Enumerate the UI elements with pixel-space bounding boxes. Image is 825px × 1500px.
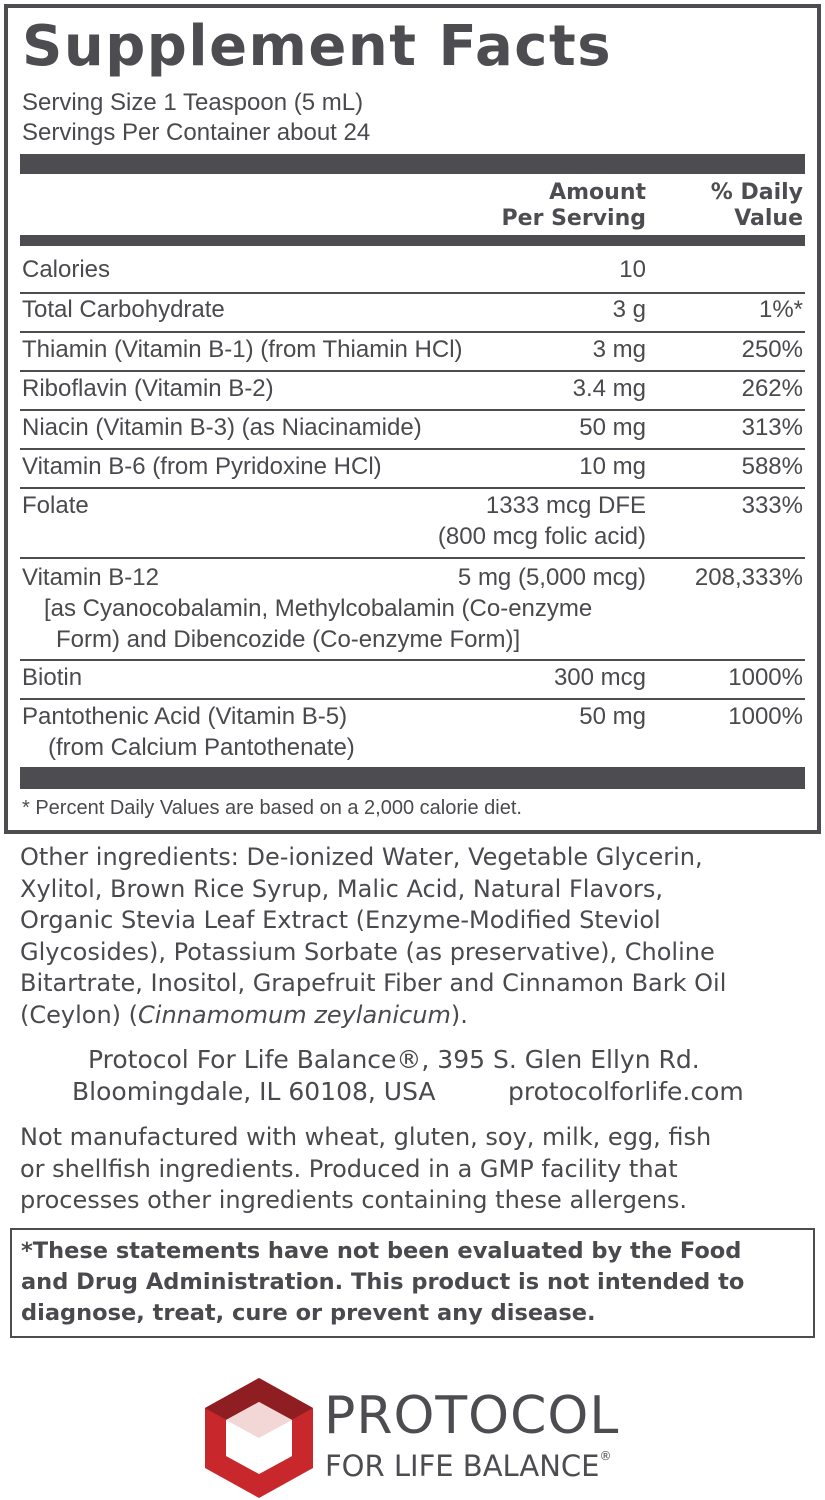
nutrient-detail: Form) and Dibencozide (Co-enzyme Form)]: [56, 626, 521, 653]
nutrient-name: Riboflavin (Vitamin B-2): [22, 375, 274, 402]
row-divider: [20, 698, 805, 700]
nutrient-name: Total Carbohydrate: [22, 296, 225, 323]
row-divider: [20, 370, 805, 372]
serving-size: Serving Size 1 Teaspoon (5 mL): [22, 89, 364, 116]
website-link[interactable]: protocolforlife.com: [508, 1077, 744, 1106]
facts-title: Supplement Facts: [22, 14, 613, 79]
row-divider: [20, 448, 805, 450]
nutrient-amount: 300 mcg: [553, 664, 646, 691]
nutrient-name: Calories: [22, 256, 111, 283]
nutrient-dv: 262%: [741, 375, 803, 402]
thick-divider-top: [20, 154, 805, 174]
nutrient-dv: 588%: [741, 453, 803, 480]
row-divider: [20, 331, 805, 333]
nutrient-amount: 50 mg: [579, 414, 646, 441]
address-line-1: Protocol For Life Balance®, 395 S. Glen Ellyn Rd.: [88, 1045, 700, 1074]
row-divider: [20, 557, 805, 559]
header-amount: Amount Per Serving: [501, 180, 646, 231]
hexagon-logo-icon: [205, 1378, 313, 1498]
other-ingredients: Other ingredients: De-ionized Water, Vegetable Glycerin, Xylitol, Brown Rice Syrup, Malic Acid, Natural Flavors, Organic Stevia Leaf Extract (Enzyme-Modified Steviol Glycosides), Potassium Sorbate (as preservative), Choline Bitartrate, Inositol, Grapefruit Fiber and Cinnamon Bark Oil (Ceylon) (Cinnamomum zeylanicum).: [20, 843, 727, 1029]
nutrient-amount: 3 g: [612, 296, 646, 323]
nutrient-dv: 1000%: [728, 703, 803, 730]
nutrient-amount: 3.4 mg: [572, 375, 646, 402]
row-divider: [20, 659, 805, 661]
nutrient-amount-detail: (800 mcg folic acid): [437, 523, 646, 550]
thick-divider-header: [20, 235, 805, 246]
row-divider: [20, 487, 805, 489]
nutrient-dv: 333%: [741, 492, 803, 519]
nutrient-amount: 3 mg: [592, 336, 646, 363]
nutrient-dv: 313%: [741, 414, 803, 441]
nutrient-name: Thiamin (Vitamin B-1) (from Thiamin HCl): [22, 336, 463, 363]
nutrient-dv: 208,333%: [694, 564, 803, 591]
nutrient-name: Biotin: [22, 664, 83, 691]
servings-per-container: Servings Per Container about 24: [22, 119, 371, 146]
nutrient-dv: 1000%: [728, 664, 803, 691]
botanical-name: Cinnamomum zeylanicum: [138, 1000, 451, 1029]
allergen-statement: Not manufactured with wheat, gluten, soy, milk, egg, fish or shellfish ingredients. Produced in a GMP facility that processes other ingredients containing these allergens.: [20, 1123, 712, 1214]
header-daily-value: % Daily Value: [710, 180, 803, 231]
nutrient-amount: 10: [619, 256, 646, 283]
nutrient-amount: 1333 mcg DFE: [485, 492, 646, 519]
nutrient-name: Vitamin B-6 (from Pyridoxine HCl): [22, 453, 382, 480]
nutrient-amount: 5 mg (5,000 mcg): [457, 564, 646, 591]
nutrient-detail: [as Cyanocobalamin, Methylcobalamin (Co-enzyme: [44, 595, 593, 622]
nutrient-dv: 1%*: [758, 296, 803, 323]
fda-disclaimer-box: [10, 1228, 815, 1338]
thick-divider-bottom: [20, 767, 805, 789]
nutrient-name: Niacin (Vitamin B-3) (as Niacinamide): [22, 414, 422, 441]
nutrient-dv: 250%: [741, 336, 803, 363]
brand-name: PROTOCOL: [324, 1386, 620, 1446]
supplement-facts-panel: [4, 4, 821, 834]
nutrient-row-folate: [20, 491, 805, 553]
brand-tagline: FOR LIFE BALANCE®: [325, 1449, 612, 1483]
nutrient-row-vitamin-b12: [20, 563, 805, 655]
nutrient-amount: 50 mg: [579, 703, 646, 730]
nutrient-row-pantothenic-acid: [20, 702, 805, 764]
nutrient-name: Folate: [22, 492, 89, 519]
address-line-2: Bloomingdale, IL 60108, USA: [72, 1077, 436, 1106]
nutrient-name-detail: (from Calcium Pantothenate): [48, 734, 355, 761]
row-divider: [20, 409, 805, 411]
nutrient-amount: 10 mg: [579, 453, 646, 480]
row-divider: [20, 292, 805, 294]
daily-value-footnote: * Percent Daily Values are based on a 2,000 calorie diet.: [22, 797, 522, 819]
nutrient-name: Vitamin B-12: [22, 564, 159, 591]
fda-disclaimer: *These statements have not been evaluated by the Food and Drug Administration. This product is not intended to diagnose, treat, cure or prevent any disease.: [21, 1238, 745, 1326]
nutrient-name: Pantothenic Acid (Vitamin B-5): [22, 703, 348, 730]
